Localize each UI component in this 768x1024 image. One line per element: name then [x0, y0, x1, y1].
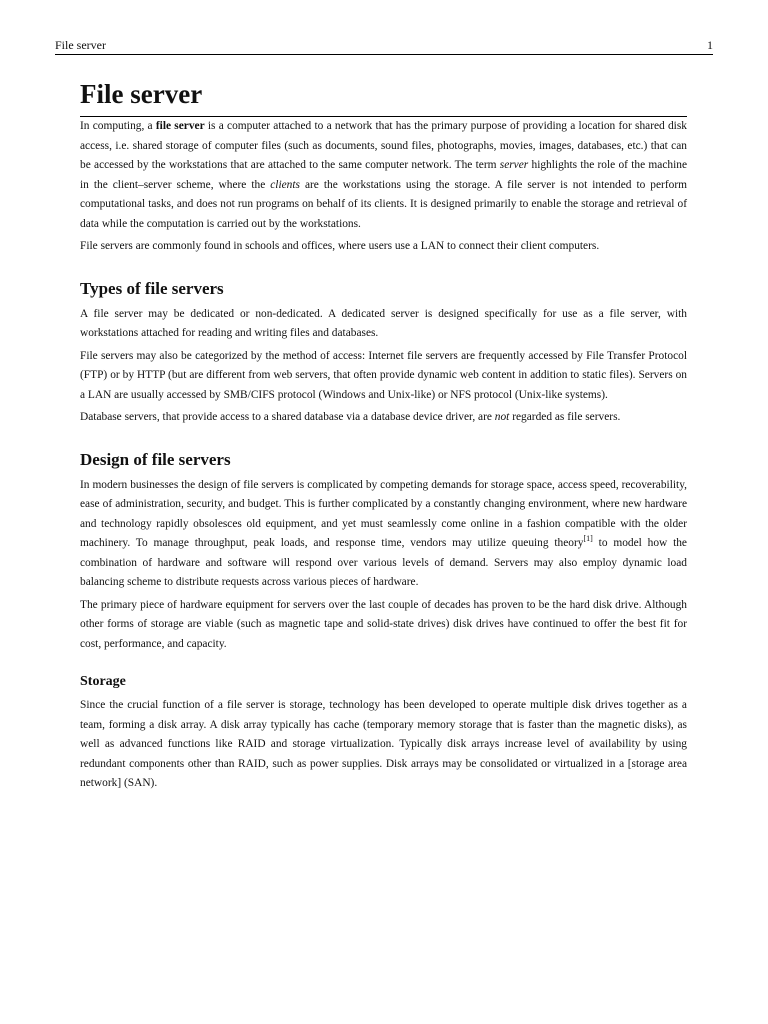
text-run: are the workstations using the storage. A file server is not intended to perform computational tasks, and does not run programs on behalf of its clients. It is designed primarily to enable the storage and retrieval of data while the computation is carried out by the workstations.: [80, 178, 687, 230]
section-heading-design: Design of file servers: [80, 449, 231, 469]
design-paragraph-2: The primary piece of hardware equipment for servers over the last couple of decades has proven to be the hard disk drive. Although other forms of storage are viable (such as magnetic tape and solid-state drives) disk drives have continued to offer the best fit for cost, performance, and capacity.: [80, 598, 687, 650]
italic-term: server: [499, 159, 529, 171]
article-body: [80, 78, 687, 797]
design-paragraph-1: [80, 476, 687, 593]
page-title: File server: [80, 78, 687, 117]
intro-paragraph-1: [80, 117, 687, 234]
citation-link[interactable]: [1]: [583, 534, 593, 544]
running-header-title: File server: [55, 38, 106, 52]
text-run: is a computer attached to a network that has the primary purpose of providing a location for shared disk access, i.e. shared storage of computer files (such as documents, sound files, photographs, movies, images, databases, etc.) that can be accessed by the workstations that are attached to the same computer network. The term: [80, 120, 687, 171]
intro-paragraph-2: File servers are commonly found in schools and offices, where users use a LAN to connect their client computers.: [80, 240, 600, 252]
storage-paragraph-1: Since the crucial function of a file server is storage, technology has been developed to operate multiple disk drives together as a team, forming a disk array. A disk array typically has cache (temporary memory storage that is faster than the magnetic disks), as well as advanced functions like RAID and storage virtualization. Typically disk arrays increase level of availability by using redundant components other than RAID, such as power supplies. Disk arrays may be consolidated or virtualized in a [storage area network] (SAN).: [80, 699, 687, 789]
italic-term: not: [494, 411, 510, 423]
text-run: to model how the combination of hardware and software will respond over various levels of demand. Servers may also employ dynamic load balancing scheme to distribute requests across various pieces of hardware.: [80, 537, 687, 588]
subsection-heading-storage: Storage: [80, 674, 126, 689]
running-header: [55, 38, 713, 55]
text-run: Database servers, that provide access to a shared database via a database device driver, are: [80, 411, 495, 423]
text-run: regarded as file servers.: [509, 411, 621, 423]
types-paragraph-1: A file server may be dedicated or non-dedicated. A dedicated server is designed specifically for use as a file server, with workstations attached for reading and writing files and databases.: [80, 307, 687, 339]
bold-term: file server: [155, 120, 205, 132]
types-paragraph-2: File servers may also be categorized by the method of access: Internet file servers are frequently accessed by File Transfer Protocol (FTP) or by HTTP (but are different from web servers, that often provide dynamic web content in addition to static files). Servers on a LAN are usually accessed by SMB/CIFS protocol (Windows and Unix-like) or NFS protocol (Unix-like systems).: [80, 349, 687, 401]
section-heading-types: Types of file servers: [80, 278, 224, 298]
text-run: In computing, a: [80, 120, 156, 132]
italic-term: clients: [270, 178, 300, 191]
text-run: In modern businesses the design of file servers is complicated by competing demands for storage space, access speed, recoverability, ease of administration, security, and budget. This is further complicated by a constantly changing environment, where new hardware and technology rapidly obsolesces old equipment, and yet must seamlessly come online in a fashion compatible with the older machinery. To manage throughput, peak loads, and response time, vendors may utilize queuing theory: [80, 478, 687, 549]
types-paragraph-3: [80, 408, 687, 428]
text-run: highlights the role of the machine in the client–server scheme, where the: [80, 159, 688, 191]
page-number: 1: [707, 38, 713, 52]
